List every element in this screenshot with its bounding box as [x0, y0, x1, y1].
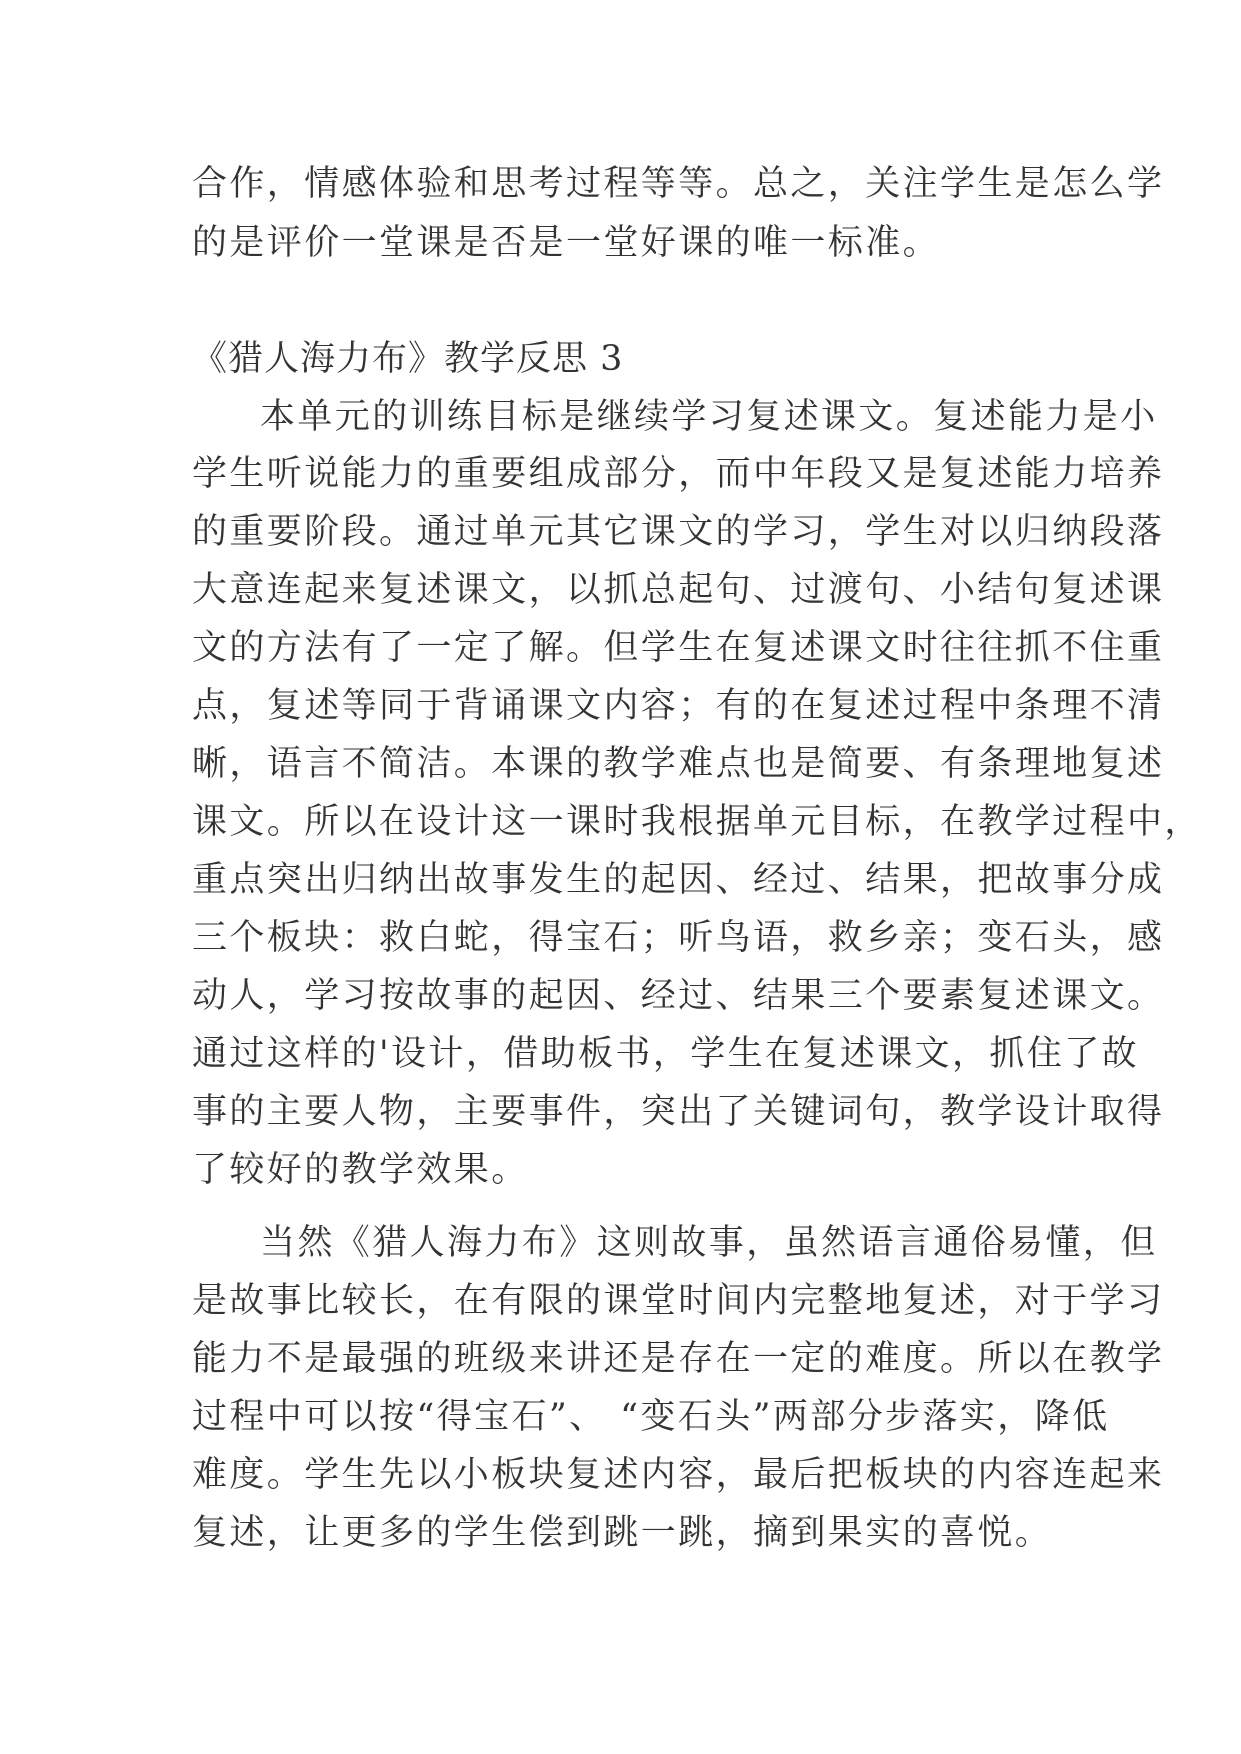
body-line: 事的主要人物，主要事件，突出了关键词句，教学设计取得 [192, 1092, 1165, 1132]
body-line: 的重要阶段。通过单元其它课文的学习，学生对以归纳段落 [192, 512, 1165, 552]
body-line: 本单元的训练目标是继续学习复述课文。复述能力是小 [260, 397, 1158, 437]
body-line: 重点突出归纳出故事发生的起因、经过、结果，把故事分成 [192, 860, 1165, 900]
body-line: 了较好的教学效果。 [192, 1150, 529, 1190]
body-line: 点，复述等同于背诵课文内容；有的在复述过程中条理不清 [192, 686, 1165, 726]
body-line: 晰，语言不简洁。本课的教学难点也是简要、有条理地复述 [192, 744, 1165, 784]
body-line: 能力不是最强的班级来讲还是存在一定的难度。所以在教学 [192, 1339, 1165, 1379]
body-line: 通过这样的'设计，借助板书，学生在复述课文，抓住了故 [192, 1034, 1140, 1074]
body-line: 的是评价一堂课是否是一堂好课的唯一标准。 [192, 223, 941, 263]
body-line: 复述，让更多的学生偿到跳一跳，摘到果实的喜悦。 [192, 1513, 1053, 1553]
body-line: 难度。学生先以小板块复述内容，最后把板块的内容连起来 [192, 1455, 1165, 1495]
section-heading: 《猎人海力布》教学反思 3 [192, 339, 624, 379]
body-line: 当然《猎人海力布》这则故事，虽然语言通俗易懂，但 [260, 1223, 1158, 1263]
body-line: 三个板块：救白蛇，得宝石；听鸟语，救乡亲；变石头，感 [192, 918, 1165, 958]
body-line: 合作，情感体验和思考过程等等。总之，关注学生是怎么学 [192, 164, 1165, 204]
body-line: 学生听说能力的重要组成部分，而中年段又是复述能力培养 [192, 454, 1165, 494]
body-line: 是故事比较长，在有限的课堂时间内完整地复述，对于学习 [192, 1281, 1165, 1321]
body-line: 课文。所以在设计这一课时我根据单元目标，在教学过程中， [192, 802, 1202, 842]
body-line: 过程中可以按“得宝石”、 “变石头”两部分步落实，降低 [192, 1397, 1110, 1437]
body-line: 动人，学习按故事的起因、经过、结果三个要素复述课文。 [192, 976, 1165, 1016]
body-line: 大意连起来复述课文，以抓总起句、过渡句、小结句复述课 [192, 570, 1165, 610]
body-line: 文的方法有了一定了解。但学生在复述课文时往往抓不住重 [192, 628, 1165, 668]
